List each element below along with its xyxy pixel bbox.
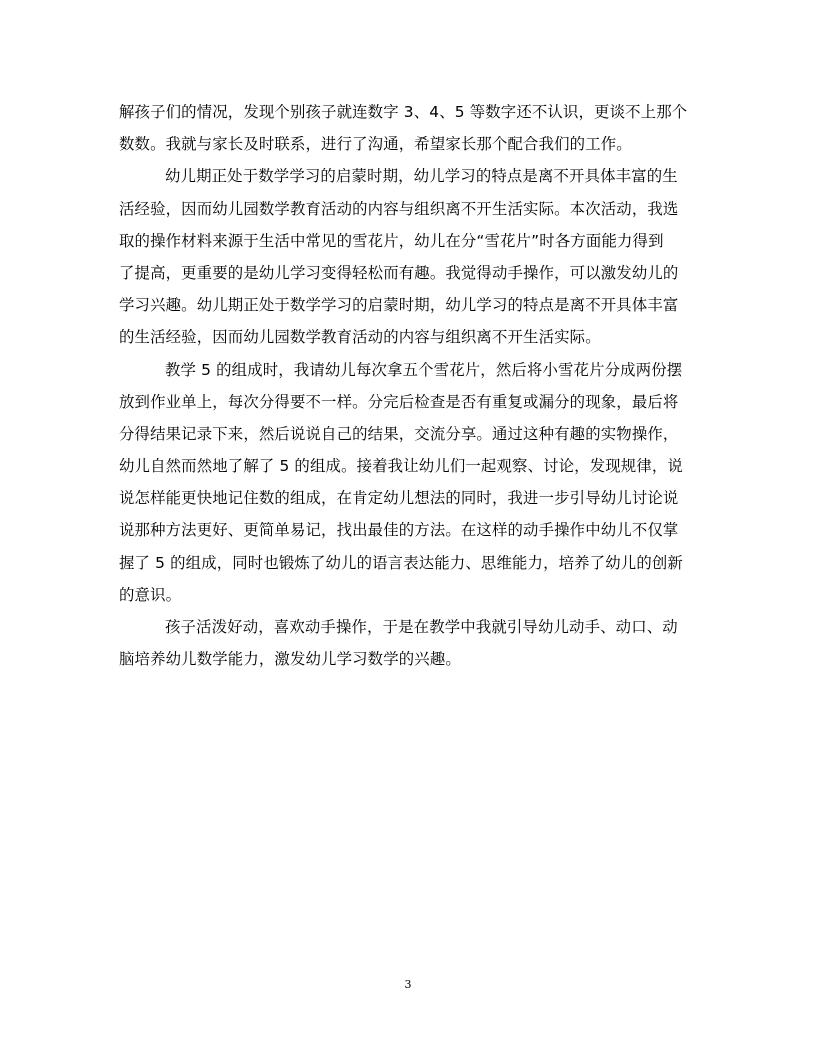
paragraph-learning-period <box>119 160 697 353</box>
text-line: 幼儿自然而然地了解了 5 的组成。接着我让幼儿们一起观察、讨论，发现规律，说 <box>119 457 683 476</box>
text-line: 幼儿期正处于数学学习的启蒙时期，幼儿学习的特点是离不开具体丰富的生 <box>165 167 678 186</box>
text-line: 教学 5 的组成时，我请幼儿每次拿五个雪花片，然后将小雪花片分成两份摆 <box>165 360 683 379</box>
text-line: 的意识。 <box>119 585 182 604</box>
text-line: 孩子活泼好动，喜欢动手操作，于是在教学中我就引导幼儿动手、动口、动 <box>165 618 678 636</box>
text-line: 活经验，因而幼儿园数学教育活动的内容与组织离不开生活实际。本次活动，我选 <box>119 199 679 218</box>
text-line: 了提高，更重要的是幼儿学习变得轻松而有趣。我觉得动手操作，可以激发幼儿的 <box>119 263 679 282</box>
paragraph-number-five <box>119 354 697 612</box>
page-number: 3 <box>404 978 412 991</box>
text-line: 的生活经验，因而幼儿园数学教育活动的内容与组织离不开生活实际。 <box>119 328 601 347</box>
text-line: 握了 5 的组成，同时也锻炼了幼儿的语言表达能力、思维能力，培养了幼儿的创新 <box>119 553 683 572</box>
text-line: 解孩子们的情况，发现个别孩子就连数字 3、4、5 等数字还不认识，更谈不上那个 <box>119 103 688 121</box>
text-line: 说那种方法更好、更简单易记，找出最佳的方法。在这样的动手操作中幼儿不仅掌 <box>119 521 679 540</box>
paragraph-continuation <box>119 96 697 160</box>
text-line: 说怎样能更快地记住数的组成，在肯定幼儿想法的同时，我进一步引导幼儿讨论说 <box>119 489 679 508</box>
paragraph-conclusion <box>119 611 697 675</box>
text-line: 放到作业单上，每次分得要不一样。分完后检查是否有重复或漏分的现象，最后将 <box>119 392 679 411</box>
text-line: 取的操作材料来源于生活中常见的雪花片，幼儿在分“雪花片”时各方面能力得到 <box>119 231 664 250</box>
text-line: 脑培养幼儿数学能力，激发幼儿学习数学的兴趣。 <box>119 650 461 669</box>
text-line: 数数。我就与家长及时联系，进行了沟通，希望家长那个配合我们的工作。 <box>119 135 632 154</box>
text-line: 分得结果记录下来，然后说说自己的结果，交流分享。通过这种有趣的实物操作， <box>119 424 679 443</box>
document-body <box>119 96 697 675</box>
text-line: 学习兴趣。幼儿期正处于数学学习的启蒙时期，幼儿学习的特点是离不开具体丰富 <box>119 296 679 315</box>
